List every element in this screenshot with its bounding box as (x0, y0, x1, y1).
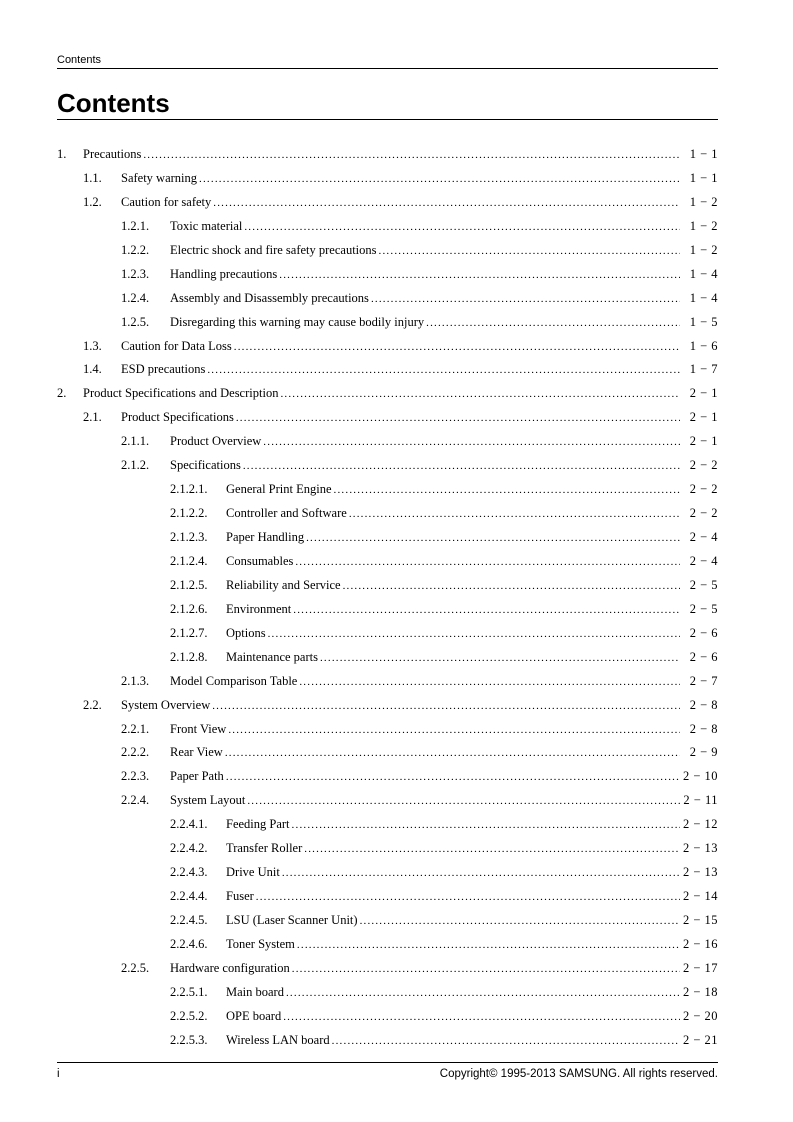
toc-entry-number: 2.2.4. (121, 793, 150, 808)
dot-leader (244, 219, 680, 233)
dot-leader (304, 841, 680, 855)
toc-entry-number: 1. (57, 147, 67, 161)
toc-entry[interactable] (57, 669, 718, 693)
toc-entry-body (226, 889, 718, 904)
toc-entry-body (170, 793, 718, 808)
toc-entry-page: 2 − 11 (683, 793, 718, 808)
toc-entry-label[interactable]: LSU (Laser Scanner Unit) (226, 913, 358, 927)
toc-entry-number: 2.1.2.2. (170, 506, 208, 521)
dot-leader (199, 171, 680, 185)
toc-entry[interactable] (57, 908, 718, 932)
toc-entry[interactable] (57, 764, 718, 788)
toc-entry-number: 1.4. (83, 362, 102, 377)
toc-entry-label[interactable]: Paper Path (170, 769, 224, 784)
toc-entry-body (121, 410, 718, 425)
toc-entry[interactable] (57, 812, 718, 836)
toc-entry[interactable] (57, 621, 718, 645)
running-header: Contents (57, 54, 718, 69)
toc-entry-page: 1 − 1 (689, 147, 718, 161)
toc-entry-number: 1.1. (83, 170, 102, 185)
dot-leader (213, 195, 680, 209)
toc-entry-label[interactable]: Assembly and Disassembly precautions (170, 290, 369, 305)
toc-entry-number: 1.2.1. (121, 218, 150, 233)
dot-leader (371, 291, 680, 305)
toc-entry[interactable] (57, 477, 718, 501)
toc-entry-body (121, 698, 718, 713)
toc-entry-body (226, 817, 718, 832)
toc-entry-number: 1.2.5. (121, 314, 150, 329)
toc-entry-number: 2.2.5. (121, 960, 150, 975)
page-number: i (57, 1068, 60, 1080)
toc-entry-number: 2.2. (83, 697, 102, 712)
dot-leader (247, 793, 680, 807)
toc-entry-page: 1 − 5 (689, 314, 718, 329)
toc-entry-number: 2.2.4.6. (170, 936, 208, 951)
toc-entry-number: 1.2.3. (121, 266, 150, 281)
toc-entry-label[interactable]: Safety warning (121, 170, 198, 185)
toc-entry-body (170, 961, 718, 976)
toc-entry-label[interactable]: Fuser (226, 889, 254, 904)
toc-entry-number: 2.2.5.2. (170, 1008, 208, 1023)
toc-entry-body (121, 339, 718, 354)
toc-entry-label[interactable]: Disregarding this warning may cause bodily injury (170, 314, 425, 329)
toc-entry[interactable] (57, 357, 718, 381)
toc-entry-number: 2.1. (83, 410, 102, 425)
toc-entry-label[interactable]: Paper Handling (226, 530, 305, 544)
toc-entry-number: 2.1.3. (121, 673, 150, 688)
toc-entry[interactable] (57, 693, 718, 717)
toc-entry[interactable] (57, 573, 718, 597)
toc-entry-page: 2 − 6 (689, 625, 718, 640)
dot-leader (263, 434, 680, 448)
dot-leader (279, 267, 680, 281)
toc-entry-label[interactable]: Electric shock and fire safety precautions (170, 242, 377, 257)
toc-entry-number: 2. (57, 386, 67, 401)
toc-entry-body (170, 243, 718, 258)
dot-leader (292, 961, 680, 975)
toc-entry-page: 2 − 12 (682, 817, 718, 832)
dot-leader (282, 865, 680, 879)
toc-entry-number: 2.2.5.3. (170, 1032, 208, 1047)
toc-entry-label[interactable]: Precautions (83, 147, 142, 161)
toc-entry-body (226, 482, 718, 497)
page-title: Contents (57, 88, 718, 120)
toc-entry-body (226, 530, 718, 545)
toc-entry-page: 2 − 5 (689, 577, 718, 592)
toc-entry-body (170, 267, 718, 282)
dot-leader (334, 482, 680, 496)
toc-entry-number: 2.1.2.1. (170, 482, 208, 497)
dot-leader (143, 147, 680, 161)
toc-entry-body (170, 769, 718, 784)
dot-leader (349, 506, 680, 520)
toc-entry[interactable] (57, 836, 718, 860)
toc-entry-body (226, 578, 718, 593)
dot-leader (268, 626, 680, 640)
toc-entry-page: 1 − 2 (689, 218, 718, 233)
toc-entry-body (226, 1033, 718, 1048)
toc-entry-page: 2 − 7 (689, 673, 718, 688)
toc-entry-label[interactable]: Specifications (170, 458, 241, 473)
toc-entry-number: 2.1.2.5. (170, 577, 208, 592)
dot-leader (228, 722, 680, 736)
toc-entry[interactable] (57, 142, 718, 166)
dot-leader (343, 578, 680, 592)
toc-entry-label[interactable]: Toxic material (170, 218, 243, 233)
toc-entry-body (226, 865, 718, 880)
dot-leader (234, 339, 680, 353)
toc-entry-label[interactable]: Rear View (170, 745, 223, 760)
toc-entry[interactable] (57, 717, 718, 741)
toc-entry-body (226, 985, 718, 1000)
dot-leader (226, 769, 680, 783)
toc-entry-page: 2 − 1 (689, 386, 718, 401)
toc-entry-label[interactable]: Controller and Software (226, 506, 347, 521)
toc-entry-label[interactable]: Caution for Data Loss (121, 338, 232, 353)
toc-entry-page: 2 − 1 (689, 434, 718, 449)
toc-entry[interactable] (57, 190, 718, 214)
toc-entry[interactable] (57, 238, 718, 262)
toc-entry-body (170, 722, 718, 737)
toc-entry-page: 1 − 2 (689, 194, 718, 209)
toc-entry-label[interactable]: Hardware configuration (170, 960, 290, 975)
dot-leader (283, 1009, 680, 1023)
dot-leader (293, 602, 680, 616)
toc-entry-number: 2.2.4.4. (170, 889, 208, 904)
toc-entry-label[interactable]: General Print Engine (226, 482, 332, 497)
dot-leader (299, 674, 680, 688)
toc-entry-page: 2 − 18 (682, 984, 718, 999)
dot-leader (286, 985, 680, 999)
toc-entry-page: 2 − 17 (682, 960, 718, 975)
toc-entry[interactable] (57, 932, 718, 956)
toc-entry-label[interactable]: Caution for safety (121, 194, 212, 209)
dot-leader (243, 458, 680, 472)
toc-entry[interactable] (57, 1028, 718, 1052)
toc-entry-page: 1 − 1 (689, 170, 718, 185)
toc-entry-number: 2.2.5.1. (170, 984, 208, 999)
toc-entry-label[interactable]: Drive Unit (226, 865, 280, 880)
copyright-notice: Copyright© 1995-2013 SAMSUNG. All rights reserved. (439, 1068, 718, 1080)
toc-entry-body (83, 147, 718, 162)
toc-entry[interactable] (57, 381, 718, 405)
dot-leader (297, 937, 680, 951)
toc-entry-page: 2 − 8 (689, 721, 718, 736)
toc-entry[interactable] (57, 788, 718, 812)
toc-entry-body (121, 195, 718, 210)
toc-entry[interactable] (57, 740, 718, 764)
toc-entry-page: 2 − 2 (689, 458, 718, 473)
toc-entry[interactable] (57, 956, 718, 980)
toc-entry[interactable] (57, 1004, 718, 1028)
toc-entry-body (170, 315, 718, 330)
toc-entry[interactable] (57, 453, 718, 477)
toc-entry[interactable] (57, 597, 718, 621)
toc-entry-page: 2 − 1 (689, 410, 718, 425)
toc-entry-label[interactable]: Model Comparison Table (170, 673, 298, 688)
dot-leader (280, 386, 680, 400)
toc-entry[interactable] (57, 549, 718, 573)
toc-entry-label[interactable]: Product Specifications and Description (83, 386, 279, 401)
toc-entry-page: 2 − 14 (682, 889, 718, 904)
dot-leader (212, 698, 680, 712)
toc-entry-body (226, 650, 718, 665)
toc-entry[interactable] (57, 334, 718, 358)
toc-entry-page: 2 − 15 (682, 913, 718, 927)
toc-entry-body (226, 554, 718, 569)
toc-entry-body (170, 291, 718, 306)
toc-entry-label[interactable]: Consumables (226, 553, 294, 568)
toc-entry-body (170, 458, 718, 473)
toc-entry-number: 2.2.1. (121, 721, 150, 736)
toc-entry-label[interactable]: Product Specifications (121, 410, 234, 425)
toc-entry-number: 2.2.4.2. (170, 841, 208, 856)
toc-entry-page: 2 − 6 (689, 649, 718, 664)
toc-entry-page: 2 − 20 (682, 1008, 718, 1023)
dot-leader (320, 650, 680, 664)
toc-entry-label[interactable]: OPE board (226, 1008, 282, 1023)
toc-entry-number: 1.2.2. (121, 242, 150, 257)
dot-leader (207, 362, 680, 376)
toc-entry-body (170, 219, 718, 234)
toc-entry-body (226, 841, 718, 856)
toc-entry-body (226, 937, 718, 952)
toc-entry-page: 2 − 4 (689, 530, 718, 544)
toc-entry-page: 1 − 4 (689, 266, 718, 281)
toc-entry-body (170, 745, 718, 760)
toc-entry-number: 2.2.4.5. (170, 913, 208, 927)
toc-entry-number: 2.1.2.4. (170, 553, 208, 568)
toc-entry-label[interactable]: Feeding Part (226, 817, 290, 832)
toc-entry-number: 2.1.2.8. (170, 649, 208, 664)
dot-leader (225, 745, 680, 759)
toc-entry-label[interactable]: ESD precautions (121, 362, 206, 377)
toc-entry-number: 1.2. (83, 194, 102, 209)
toc-entry-page: 2 − 16 (682, 936, 718, 951)
toc-entry-number: 2.1.2.3. (170, 530, 208, 544)
toc-entry-label[interactable]: Main board (226, 984, 284, 999)
toc-entry-body (226, 1009, 718, 1024)
toc-entry-body (226, 602, 718, 617)
toc-entry-body (121, 171, 718, 186)
toc-entry[interactable] (57, 429, 718, 453)
toc-entry-page: 2 − 2 (689, 506, 718, 521)
dot-leader (426, 315, 680, 329)
toc-entry-number: 2.2.3. (121, 769, 150, 784)
toc-entry[interactable] (57, 501, 718, 525)
dot-leader (292, 817, 680, 831)
toc-entry[interactable] (57, 166, 718, 190)
toc-entry-label[interactable]: Toner System (226, 936, 295, 951)
toc-entry-page: 2 − 13 (682, 865, 718, 880)
dot-leader (256, 889, 680, 903)
toc-entry-label[interactable]: Options (226, 625, 266, 640)
toc-entry-page: 2 − 13 (682, 841, 718, 856)
toc-entry-number: 1.3. (83, 338, 102, 353)
toc-entry-page: 1 − 7 (689, 362, 718, 377)
toc-entry-label[interactable]: Maintenance parts (226, 649, 318, 664)
dot-leader (379, 243, 680, 257)
toc-entry[interactable] (57, 310, 718, 334)
toc-entry-label[interactable]: Front View (170, 721, 227, 736)
toc-entry-label[interactable]: Product Overview (170, 434, 262, 449)
dot-leader (332, 1033, 680, 1047)
toc-entry-body (226, 506, 718, 521)
toc-entry-page: 2 − 10 (682, 769, 718, 784)
toc-entry[interactable] (57, 262, 718, 286)
toc-entry-page: 2 − 9 (689, 745, 718, 760)
toc-entry[interactable] (57, 286, 718, 310)
toc-entry-label[interactable]: Transfer Roller (226, 841, 303, 856)
toc-entry-page: 1 − 2 (689, 242, 718, 257)
toc-entry-number: 2.1.2.7. (170, 625, 208, 640)
toc-entry-body (170, 434, 718, 449)
toc-entry-page: 2 − 2 (689, 482, 718, 497)
toc-entry-page: 2 − 21 (682, 1032, 718, 1047)
toc-entry[interactable] (57, 214, 718, 238)
toc-entry-label[interactable]: Wireless LAN board (226, 1032, 330, 1047)
toc-entry[interactable] (57, 860, 718, 884)
toc-entry-label[interactable]: Reliability and Service (226, 577, 341, 592)
toc-entry-page: 2 − 4 (689, 553, 718, 568)
dot-leader (306, 530, 680, 544)
toc-entry[interactable] (57, 645, 718, 669)
toc-entry-body (226, 626, 718, 641)
dot-leader (360, 913, 680, 927)
page-footer (57, 1062, 718, 1081)
toc-entry-label[interactable]: Handling precautions (170, 266, 278, 281)
toc-entry-number: 2.2.4.3. (170, 865, 208, 880)
toc-entry-page: 1 − 4 (689, 290, 718, 305)
toc-entry-label[interactable]: System Overview (121, 697, 211, 712)
toc-entry-number: 2.1.2. (121, 458, 150, 473)
toc-entry[interactable] (57, 980, 718, 1004)
toc-entry-page: 2 − 8 (689, 697, 718, 712)
toc-entry-page: 2 − 5 (689, 601, 718, 616)
toc-entry-body (226, 913, 718, 928)
toc-entry-number: 2.1.1. (121, 434, 150, 449)
toc-entry-label[interactable]: Environment (226, 601, 292, 616)
toc-entry-body (170, 674, 718, 689)
toc-entry-page: 1 − 6 (689, 338, 718, 353)
toc-entry[interactable] (57, 405, 718, 429)
toc-entry-body (83, 386, 718, 401)
toc-entry-label[interactable]: System Layout (170, 793, 246, 808)
dot-leader (295, 554, 680, 568)
toc-entry-number: 2.2.4.1. (170, 817, 208, 832)
toc-entry-number: 2.2.2. (121, 745, 150, 760)
toc-entry[interactable] (57, 525, 718, 549)
toc-entry-number: 2.1.2.6. (170, 601, 208, 616)
table-of-contents (57, 142, 718, 1052)
dot-leader (236, 410, 680, 424)
toc-entry-number: 1.2.4. (121, 290, 150, 305)
toc-entry[interactable] (57, 884, 718, 908)
toc-entry-body (121, 362, 718, 377)
